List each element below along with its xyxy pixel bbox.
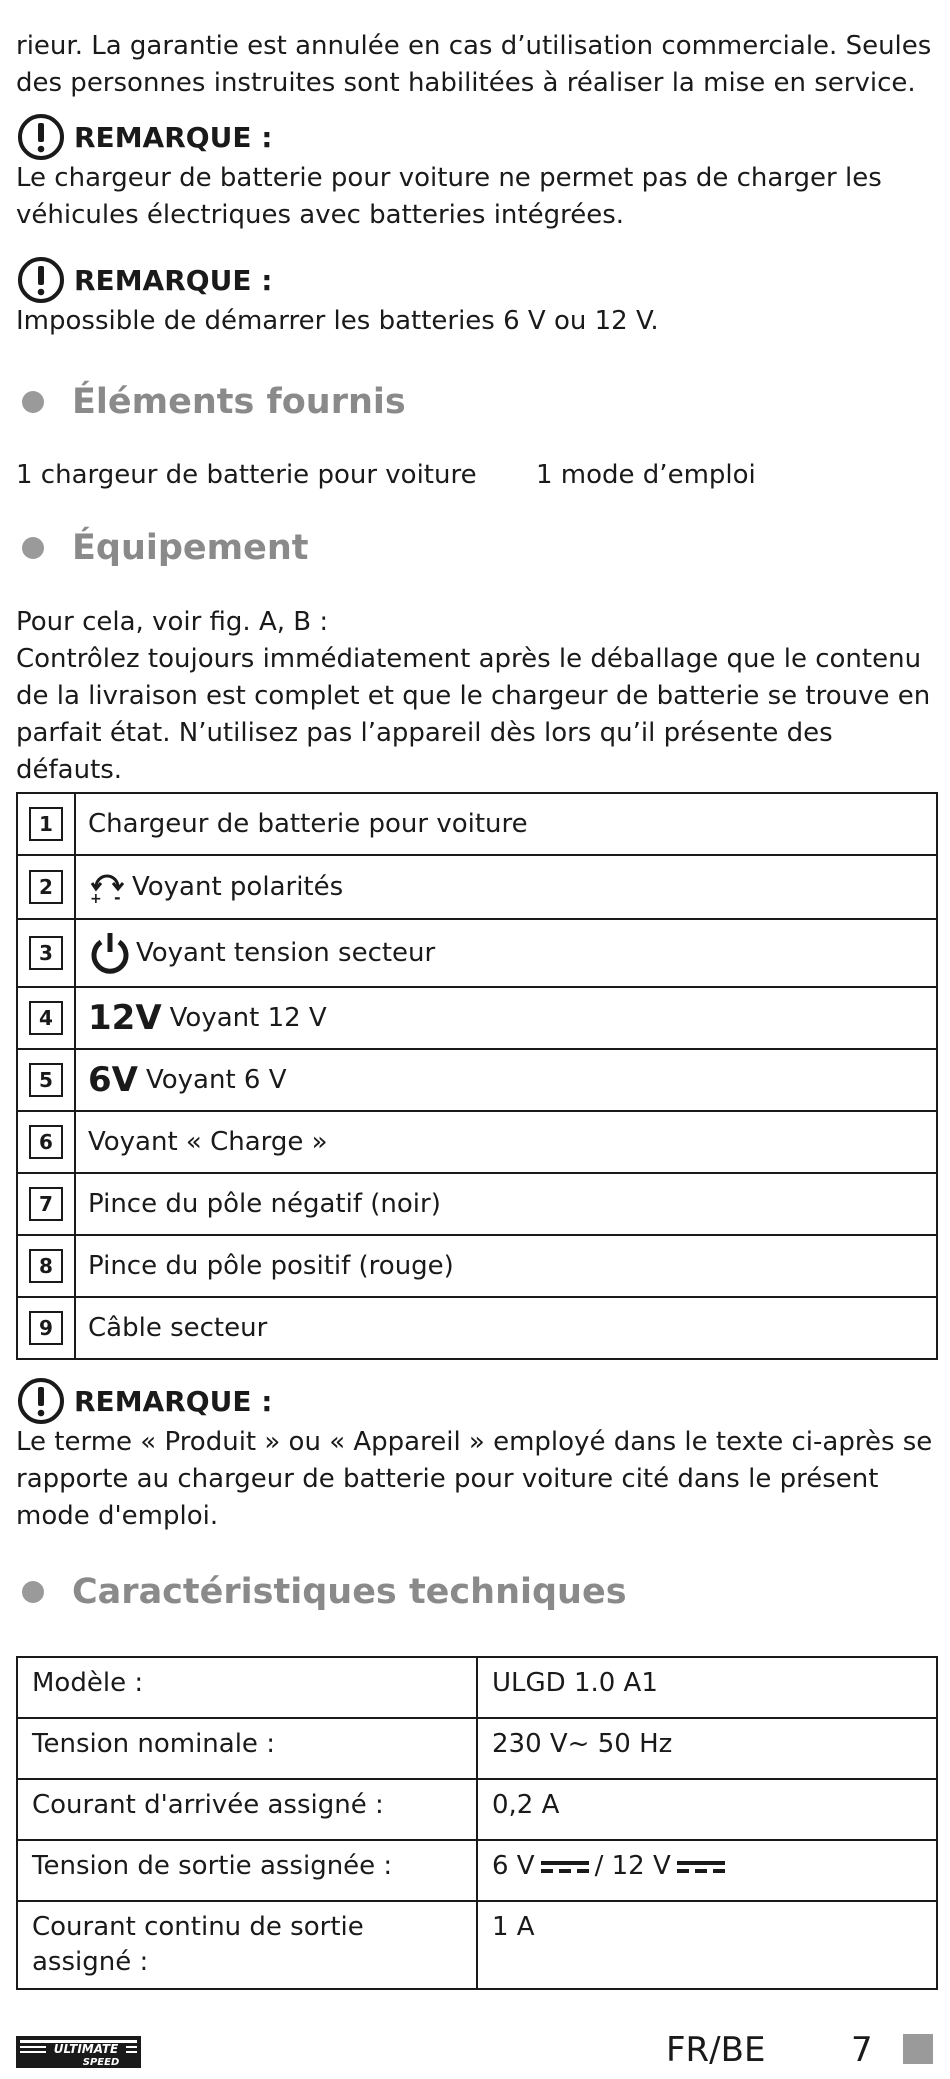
spec-label: Courant d'arrivée assigné : — [17, 1779, 477, 1840]
warning-exclamation-icon — [16, 112, 66, 162]
locale-code: FR/BE — [666, 2030, 766, 2070]
intro-text: rieur. La garantie est annulée en cas d’utilisation commerciale. Seules des personnes instruites sont habilitées à réaliser la mise en service. — [16, 31, 932, 98]
voltage-6v: 6 V — [492, 1851, 535, 1881]
table-row — [17, 855, 937, 919]
dc-symbol-icon — [541, 1860, 589, 1874]
tech-table — [16, 1656, 938, 1990]
equipment-intro-text: Contrôlez toujours immédiatement après le déballage que le contenu de la livraison est complet et que le chargeur de batterie se trouve en parfait état. N’utilisez pas l’appareil dès lors qu’il présente des défauts. — [16, 644, 931, 785]
item-number: 9 — [29, 1311, 63, 1345]
table-row — [17, 1657, 937, 1718]
equipment-table — [16, 792, 938, 1360]
spec-label: Courant continu de sortie assigné : — [17, 1901, 477, 1989]
page-number: 7 — [851, 2030, 873, 2070]
note-title: REMARQUE : — [74, 1384, 273, 1418]
section-tech — [16, 1570, 938, 1614]
spec-value: 0,2 A — [477, 1779, 937, 1840]
page-marker — [903, 2034, 933, 2064]
note-2 — [16, 255, 938, 340]
equipment-intro-line: Pour cela, voir fig. A, B : — [16, 607, 329, 637]
symbol-12v: 12V — [88, 998, 162, 1038]
brand-logo — [16, 2032, 141, 2070]
note-text: Le chargeur de batterie pour voiture ne permet pas de charger les véhicules électriques avec batteries intégrées. — [16, 163, 882, 230]
power-icon — [88, 930, 132, 976]
item-label: Voyant tension secteur — [136, 938, 436, 968]
item-number: 7 — [29, 1187, 63, 1221]
section-supplied — [16, 380, 938, 424]
table-row — [17, 919, 937, 987]
bullet-icon — [22, 537, 44, 559]
item-label: Voyant 12 V — [169, 1003, 327, 1033]
item-label: Voyant 6 V — [145, 1065, 287, 1095]
note-1 — [16, 112, 938, 234]
warning-exclamation-icon — [16, 255, 66, 305]
section-heading: Équipement — [72, 528, 309, 568]
section-equipment — [16, 526, 938, 570]
spec-label: Tension de sortie assignée : — [17, 1840, 477, 1901]
item-label: Voyant polarités — [132, 872, 344, 902]
page-footer — [16, 2028, 938, 2072]
polarity-icon — [88, 869, 128, 905]
supplied-item: 1 mode d’emploi — [536, 460, 756, 490]
supplied-item: 1 chargeur de batterie pour voiture — [16, 460, 477, 490]
supplied-list — [16, 460, 938, 490]
voltage-12v: / 12 V — [594, 1851, 671, 1881]
table-row — [17, 1779, 937, 1840]
spec-value — [477, 1840, 937, 1901]
svg-text:ULTIMATE: ULTIMATE — [53, 2042, 119, 2056]
table-row — [17, 1173, 937, 1235]
table-row — [17, 987, 937, 1049]
table-row — [17, 1049, 937, 1111]
item-label: Câble secteur — [75, 1297, 937, 1359]
spec-value: 1 A — [477, 1901, 937, 1989]
item-number: 3 — [29, 936, 63, 970]
equipment-intro — [16, 604, 938, 789]
spec-value: 230 V~ 50 Hz — [477, 1718, 937, 1779]
item-label: Pince du pôle positif (rouge) — [75, 1235, 937, 1297]
dc-symbol-icon — [677, 1860, 725, 1874]
svg-text:-: - — [114, 888, 121, 905]
note-title: REMARQUE : — [74, 263, 273, 297]
item-number: 5 — [29, 1063, 63, 1097]
note-text: Le terme « Produit » ou « Appareil » employé dans le texte ci-après se rapporte au chargeur de batterie pour voiture cité dans le présent mode d'emploi. — [16, 1427, 933, 1531]
note-title: REMARQUE : — [74, 120, 273, 154]
symbol-6v: 6V — [88, 1060, 138, 1100]
bullet-icon — [22, 1581, 44, 1603]
item-number: 4 — [29, 1001, 63, 1035]
svg-text:SPEED: SPEED — [82, 2057, 120, 2068]
item-number: 2 — [29, 870, 63, 904]
warning-exclamation-icon — [16, 1376, 66, 1426]
bullet-icon — [22, 391, 44, 413]
item-number: 1 — [29, 807, 63, 841]
item-label: Pince du pôle négatif (noir) — [75, 1173, 937, 1235]
table-row — [17, 1297, 937, 1359]
table-row — [17, 1111, 937, 1173]
note-text: Impossible de démarrer les batteries 6 V ou 12 V. — [16, 306, 659, 336]
section-heading: Caractéristiques techniques — [72, 1572, 627, 1612]
spec-label: Modèle : — [17, 1657, 477, 1718]
spec-label: Tension nominale : — [17, 1718, 477, 1779]
section-heading: Éléments fournis — [72, 382, 406, 422]
note-3 — [16, 1376, 938, 1535]
item-label: Chargeur de batterie pour voiture — [75, 793, 937, 855]
table-row — [17, 793, 937, 855]
item-label: Voyant « Charge » — [75, 1111, 937, 1173]
item-number: 8 — [29, 1249, 63, 1283]
table-row — [17, 1901, 937, 1989]
svg-text:+: + — [90, 891, 102, 905]
spec-value: ULGD 1.0 A1 — [477, 1657, 937, 1718]
item-number: 6 — [29, 1125, 63, 1159]
table-row — [17, 1235, 937, 1297]
table-row — [17, 1718, 937, 1779]
table-row — [17, 1840, 937, 1901]
